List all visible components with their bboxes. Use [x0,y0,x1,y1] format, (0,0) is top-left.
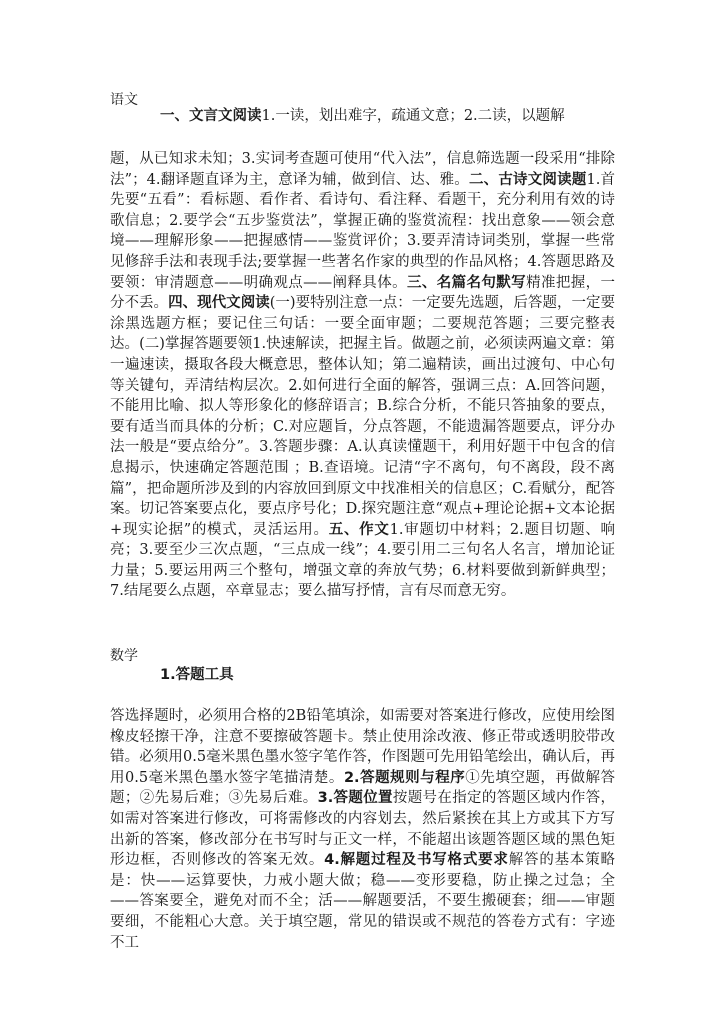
math-body-paragraph [110,706,615,953]
section-2-title: 二、古诗文阅读题 [469,171,587,188]
math-section-title: 数学 [110,648,138,664]
section-1-text-continued: 题，从已知求未知；3.实词考查题可使用“代入法”，信息筛选题一段采用“排除法”；4.翻译题直译为主，意译为辅，做到信、达、雅。 [110,151,615,188]
math-subsection-line [160,665,234,685]
section-1-text-start: 1.一读，划出难字，疏通文意；2.二读，以题解 [261,108,565,124]
math-part-4-title: 4.解题过程及书写格式要求 [324,852,509,869]
math-part-2-title: 2.答题规则与程序 [343,769,466,786]
section-3-text: 精准把握，一分不丢。 [110,274,616,312]
math-part-3-title: 3.答题位置 [317,790,393,807]
section-5-title: 五、作文 [328,521,390,538]
chinese-section-title: 语文 [110,92,138,108]
chinese-intro-line [160,106,565,126]
math-subsection-title: 1.答题工具 [160,667,234,683]
section-3-title: 三、名篇名句默写 [406,274,527,291]
section-5-text: 1.审题切中材料；2.题目切题、响亮；3.要至少三次点题，“三点成一线”；4.要引用二三句名人名言，增加论证力量；5.要运用两三个整句，增强文章的奔放气势；6.材料要做到新鲜典型；7.结尾要么点题，卒章显志；要么描写抒情，言有尽而意无穷。 [110,521,616,600]
section-2-text: 1.首先要“五看”：看标题、看作者、看诗句、看注释、看题干，充分利用有效的诗歌信息；2.要学会“五步鉴赏法”，掌握正确的鉴赏流程：找出意象——领会意境——理解形象——把握感情——鉴赏评价；3.要弄清诗词类别，掌握一些常见修辞手法和表现手法;要掌握一些著名作家的典型的作品风格；4.答题思路及要领：审清题意——明确观点——阐释具体。 [110,171,616,291]
math-part-2-text: ①先填空题，再做解答题；②先易后难；③先易后难。 [110,769,615,807]
math-part-3-text: 按题号在指定的答题区域内作答，如需对答案进行修改，可将需修改的内容划去，然后紧挨在其上方或其下方写出新的答案，修改部分在书写时与正文一样，不能超出该题答题区域的黑色矩形边框，否则修改的答案无效。 [110,790,615,869]
section-4-title: 四、现代文阅读 [168,295,270,312]
section-4-text: (一)要特别注意一点：一定要先选题，后答题，一定要涂黑选题方框；要记住三句话：一要全面审题；二要规范答题；三要完整表达。(二)掌握答题要领1.快速解读，把握主旨。做题之前，必须读两遍文章：第一遍速读，摄取各段大概意思，整体认知；第二遍精读，画出过渡句、中心句等关键句，弄清结构层次。2.如何进行全面的解答，强调三点：A.回答问题，不能用比喻、拟人等形象化的修辞语言；B.综合分析，不能只答抽象的要点，要有适当而具体的分析；C.对应题旨，分点答题，不能遗漏答题要点，评分办法一般是“要点给分”。3.答题步骤：A.认真读懂题干，利用好题干中包含的信息揭示，快速确定答题范围 ；B.查语境。记清“字不离句，句不离段，段不离篇”，把命题所涉及到的内容放回到原文中找准相关的信息区；C.看赋分，配答案。切记答案要点化，要点序号化；D.探究题注意“观点+理论论据+文本论据+现实论据”的模式，灵活运用。 [110,295,616,538]
math-part-4-text: 解答的基本策略是：快——运算要快，力戒小题大做；稳——变形要稳，防止操之过急；全——答案要全，避免对而不全；活——解题要活，不要生搬硬套；细——审题要细，不能粗心大意。关于填空题，常见的错误或不规范的答卷方式有：字迹不工 [110,852,615,951]
chinese-body-paragraph [110,149,615,602]
math-part-1-text: 答选择题时，必须用合格的2B铅笔填涂，如需要对答案进行修改，应使用绘图橡皮轻擦干净，注意不要擦破答题卡。禁止使用涂改液、修正带或透明胶带改错。必须用0.5毫米黑色墨水签字笔作答，作图题可先用铅笔绘出，确认后，再用0.5毫米黑色墨水签字笔描清楚。 [110,708,615,786]
section-1-title: 一、文言文阅读 [160,108,262,124]
